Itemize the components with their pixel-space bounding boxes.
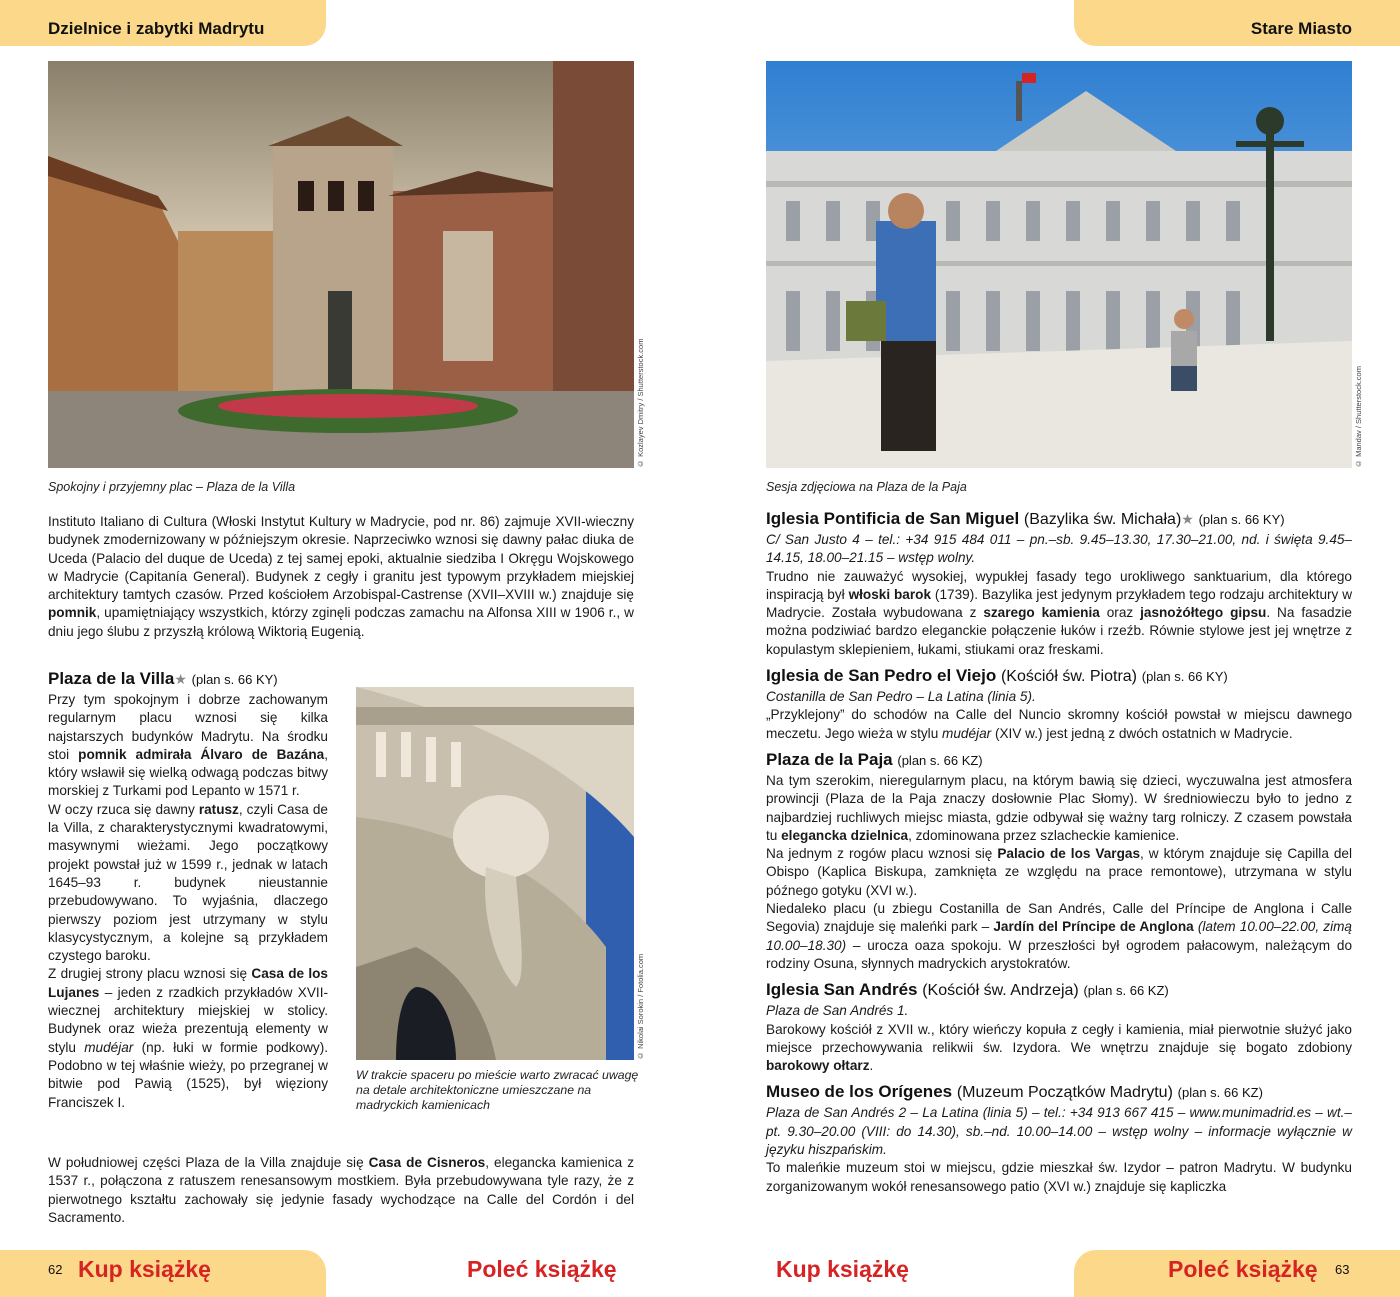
recommend-book-link-right[interactable]: Poleć książkę: [1168, 1256, 1318, 1282]
photo-credit-3: © Mandav / Shutterstock.com: [1354, 366, 1363, 468]
page-number-right: 63: [1335, 1262, 1350, 1277]
plaza-de-la-villa-column: Plaza de la Villa★ (plan s. 66 KY) Przy tym spokojnym i dobrze zachowanym regularnym placu wznosi się kilka najstarszych budynków Madrytu. Na środku stoi pomnik admirała Álvaro de Bazána, który wsławił się wielką odwagą podczas bitwy morskiej z Turkami pod Lepanto w 1571 r. W oczy rzuca się dawny ratusz, czyli Casa de la Villa, z charakterystycznymi kwadratowymi, masywnymi wieżami. Jego początkowy projekt powstał już w 1599 r., jednak w latach 1645–93 r. budynek nieustannie przebudowywano. To wyjaśnia, dlaczego pierwszy poziom jest utrzymany w stylu klasycystycznym, a kolejne są przykładem czystego baroku. Z drugiej strony placu wznosi się Casa de los Lujanes – jeden z rzadkich przykładów XVII-wiecznej architektury miejskiej w stolicy. Budynek oraz wieża prezentują elementy w stylu mudéjar (np. łuki w formie podkowy). Podobno w tej właśnie wieży, po przegranej w bitwie pod Pawią (1525), był więziony Franciszek I.: [48, 669, 329, 1110]
star-icon: ★: [1181, 511, 1194, 527]
section-heading: Plaza de la Villa★ (plan s. 66 KY): [48, 669, 278, 688]
heading-san-andres: Iglesia San Andrés (Kościół św. Andrzeja) (plan s. 66 KZ): [766, 980, 1169, 1000]
photo-caption-3: Sesja zdjęciowa na Plaza de la Paja: [766, 480, 967, 494]
heading-museo-origenes: Museo de los Orígenes (Muzeum Początków Madrytu) (plan s. 66 KZ): [766, 1082, 1263, 1102]
elephant-facade-photo: [356, 687, 634, 1060]
info-san-miguel: C/ San Justo 4 – tel.: +34 915 484 011 – pn.–sb. 9.45–13.30, 17.30–21.00, nd. i święta 9.45–14.15, 18.00–21.15 – wstęp wolny.: [766, 532, 1352, 566]
info-museo-origenes: Plaza de San Andrés 2 – La Latina (linia 5) – tel.: +34 913 667 415 – www.munimadrid.es – wt.–pt. 9.30–20.00 (VIII: do 14.30), sb.–nd. 10.00–14.00 – wstęp wolny – informacje wyłącznie w języku hiszpańskim.: [766, 1105, 1352, 1158]
recommend-book-link-left[interactable]: Poleć książkę: [467, 1256, 617, 1282]
page-number-left: 62: [48, 1262, 63, 1277]
heading-plaza-de-la-paja: Plaza de la Paja (plan s. 66 KZ): [766, 749, 983, 769]
info-san-andres: Plaza de San Andrés 1.: [766, 1003, 909, 1019]
header-right-tab: [1074, 0, 1400, 46]
header-left-tab: [0, 0, 326, 46]
photo-caption-2: W trakcie spaceru po mieście warto zwracać uwagę na detale architektoniczne umieszczane na madryckich kamienicach: [356, 1068, 639, 1112]
star-icon: ★: [174, 671, 187, 687]
photo-credit: © Kozlayev Dmitry / Shutterstock.com: [636, 338, 645, 468]
intro-paragraph: Instituto Italiano di Cultura (Włoski Instytut Kultury w Madrycie, pod nr. 86) zajmuje XVII-wieczny budynek zmodernizowany w późniejszym okresie. Naprzeciwko wznosi się dawny pałac diuka de Uceda (Palacio del duque de Uceda) z tej samej epoki, aktualnie siedziba I Okręgu Wojskowego w Madrycie (Capitanía General). Budynek z cegły i granitu jest typowym przykładem miejskiej architektury tamtych czasów. Przed kościołem Arzobispal-Castrense (XVII–XVIII w.) znajduje się pomnik, upamiętniający wszystkich, którzy zginęli podczas zamachu na Alfonsa XIII w 1906 r., w dniu jego ślubu z przyszłą królową Wiktorią Eugenią.: [48, 514, 634, 639]
buy-book-link-right[interactable]: Kup książkę: [776, 1256, 909, 1282]
section-title: Stare Miasto: [1250, 19, 1352, 38]
photo-credit-2: © Nikolai Sorokin / Fotolia.com: [636, 953, 645, 1060]
plaza-de-la-villa-photo: [48, 61, 634, 468]
chapter-title: Dzielnice i zabytki Madrytu: [48, 19, 265, 38]
casa-de-cisneros-paragraph: W południowej części Plaza de la Villa znajduje się Casa de Cisneros, elegancka kamienica z 1537 r., połączona z ratuszem renesansowym mostkiem. Była przebudowywana tyle razy, że z pierwotnego kształtu zachowały się jedynie fasady wychodzące na Calle del Cordón i del Sacramento.: [48, 1155, 634, 1225]
info-san-pedro: Costanilla de San Pedro – La Latina (linia 5).: [766, 689, 1036, 705]
buy-book-link-left[interactable]: Kup książkę: [78, 1256, 211, 1282]
plaza-de-la-paja-photo: [766, 61, 1352, 468]
photo-caption: Spokojny i przyjemny plac – Plaza de la Villa: [48, 480, 296, 494]
heading-san-pedro: Iglesia de San Pedro el Viejo (Kościół św. Piotra) (plan s. 66 KY): [766, 666, 1228, 686]
right-text-column: Iglesia Pontificia de San Miguel (Bazylika św. Michała)★ (plan s. 66 KY) C/ San Justo 4 – tel.: +34 915 484 011 – pn.–sb. 9.45–13.30, 17.30–21.00, nd. i święta 9.45–14.15, 18.00–21.15 – wstęp wolny. Trudno nie zauważyć wysokiej, wypukłej fasady tego urokliwego sanktuarium, dla którego inspiracją był włoski barok (1739). Bazylika jest jedynym przykładem tego rodzaju architektury w Madrycie. Została wybudowana z szarego kamienia oraz jasnożółtego gipsu. Na fasadzie można podziwiać bardzo eleganckie połączenie łuków i rzeźb. Równie stylowe jest jej wnętrze z kopulastym sklepieniem, łukami, stiukami oraz freskami. Iglesia de San Pedro el Viejo (Kościół św. Piotra) (plan s. 66 KY) Costanilla de San Pedro – La Latina (linia 5). „Przyklejony” do schodów na Calle del Nuncio skromny kościół powstał w miejscu dawnego meczetu. Jego wieża w stylu mudéjar (XIV w.) jest jedną z dwóch ostatnich w Madrycie. Plaza de la Paja (plan s. 66 KZ) Na tym szerokim, nieregularnym placu, na którym bawią się dzieci, wyczuwalna jest atmosfera prowincji (Plaza de la Paja znaczy dosłownie Plac Słomy). W średniowieczu było to jedno z najbardziej ruchliwych miejsc miasta, gdzie odbywał się ważny targ rolniczy. Z czasem powstała tu elegancka dzielnica, zdominowana przez szlacheckie kamienice. Na jednym z rogów placu wznosi się Palacio de los Vargas, w którym znajduje się Capilla del Obispo (Kaplica Biskupa, zamknięta ze względu na prace remontowe), utrzymana w stylu późnego gotyku (XVI w.). Niedaleko placu (u zbiegu Costanilla de San Andrés, Calle del Príncipe de Anglona i Calle Segovia) znajduje się maleńki park – Jardín del Príncipe de Anglona (latem 10.00–22.00, zimą 10.00–18.30) – urocza oaza spokoju. W przeszłości był ogrodem pałacowym, należącym do rodziny Osuna, słynnych madryckich arystokratów. Iglesia San Andrés (Kościół św. Andrzeja) (plan s. 66 KZ) Plaza de San Andrés 1. Barokowy kościół z XVII w., który wieńczy kopuła z cegły i kamienia, miał pierwotnie służyć jako miejsce przechowywania relikwii św. Izydora. We wnętrzu znajduje się bogato zdobiony barokowy ołtarz. Museo de los Orígenes (Muzeum Początków Madrytu) (plan s. 66 KZ) Plaza de San Andrés 2 – La Latina (linia 5) – tel.: +34 913 667 415 – www.munimadrid.es – wt.–pt. 9.30–20.00 (VIII: do 14.30), sb.–nd. 10.00–14.00 – wstęp wolny – informacje wyłącznie w języku hiszpańskim. To maleńkie muzeum stoi w miejscu, gdzie mieszkał św. Izydor – patron Madrytu. W budynku zorganizowanym wokół renesansowego patio (XVI w.) znajduje się kapliczka: [766, 509, 1353, 1194]
heading-san-miguel: Iglesia Pontificia de San Miguel (Bazylika św. Michała)★ (plan s. 66 KY): [766, 509, 1285, 528]
